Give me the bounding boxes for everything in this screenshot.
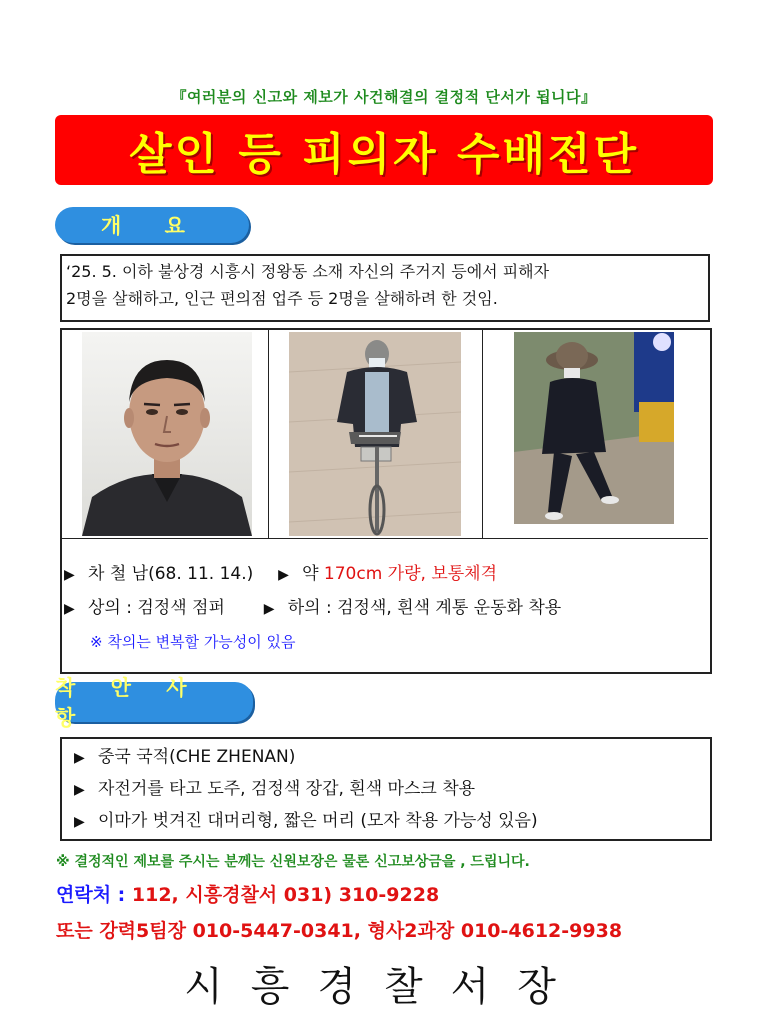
point-text: 자전거를 타고 도주, 검정색 장갑, 흰색 마스크 착용: [98, 779, 476, 799]
overview-text: [66, 258, 706, 312]
overview-label: 개 요: [55, 207, 249, 243]
suspect-name: 차 철 남(68. 11. 14.): [88, 564, 254, 584]
slogan: 『여러분의 신고와 제보가 사건해결의 결정적 단서가 됩니다』: [171, 88, 597, 106]
mugshot-photo: [82, 332, 252, 536]
overview-line-2: 2명을 살해하고, 인근 편의점 업주 등 2명을 살해하려 한 것임.: [66, 289, 498, 308]
triangle-bullet-icon: ▶: [64, 567, 75, 583]
bottom-wear: 하의 : 검정색, 흰색 계통 운동화 착용: [287, 598, 562, 618]
triangle-bullet-icon: ▶: [278, 567, 289, 583]
top-wear: 상의 : 검정색 점퍼: [88, 598, 225, 618]
contact-line-1: [56, 880, 439, 907]
clothing-note: ※ 착의는 변복할 가능성이 있음: [90, 633, 296, 651]
title-banner: [55, 115, 713, 185]
point-text: 중국 국적(CHE ZHENAN): [98, 747, 296, 767]
list-item: [74, 806, 538, 838]
triangle-bullet-icon: ▶: [74, 750, 85, 766]
reward-notice: ※ 결정적인 제보를 주시는 분께는 신원보장은 물론 신고보상금을 , 드립니다.: [56, 854, 530, 870]
desc-row-1: [64, 558, 561, 592]
photo-divider: [62, 538, 708, 539]
triangle-bullet-icon: ▶: [263, 601, 275, 617]
point-text: 이마가 벗겨진 대머리형, 짧은 머리 (모자 착용 가능성 있음): [98, 811, 538, 831]
issuer-name: 시흥경찰서장: [184, 964, 584, 1010]
list-item: [74, 742, 538, 774]
cctv-walking-photo: [514, 332, 674, 524]
photo-divider: [268, 330, 269, 538]
desc-row-2: [64, 592, 561, 626]
points-list: [74, 742, 538, 838]
contact-numbers: 112, 시흥경찰서 031) 310-9228: [125, 884, 440, 906]
height-prefix: 약: [302, 564, 324, 584]
page-title: 살인 등 피의자 수배전단: [129, 129, 639, 180]
triangle-bullet-icon: ▶: [74, 814, 85, 830]
overview-line-1: ‘25. 5. 이하 불상경 시흥시 정왕동 소재 자신의 주거지 등에서 피해자: [66, 262, 550, 281]
suspect-height-build: 170cm 가량, 보통체격: [323, 564, 498, 584]
triangle-bullet-icon: ▶: [74, 782, 85, 798]
cctv-bicycle-photo: [289, 332, 461, 536]
contact-line-2: 또는 강력5팀장 010-5447-0341, 형사2과장 010-4612-9938: [56, 920, 623, 942]
contact-label: 연락처 :: [56, 884, 126, 906]
photo-divider: [482, 330, 483, 538]
suspect-description: [64, 558, 561, 659]
points-label: 착 안 사 항: [55, 682, 253, 722]
triangle-bullet-icon: ▶: [64, 601, 75, 617]
list-item: [74, 774, 538, 806]
